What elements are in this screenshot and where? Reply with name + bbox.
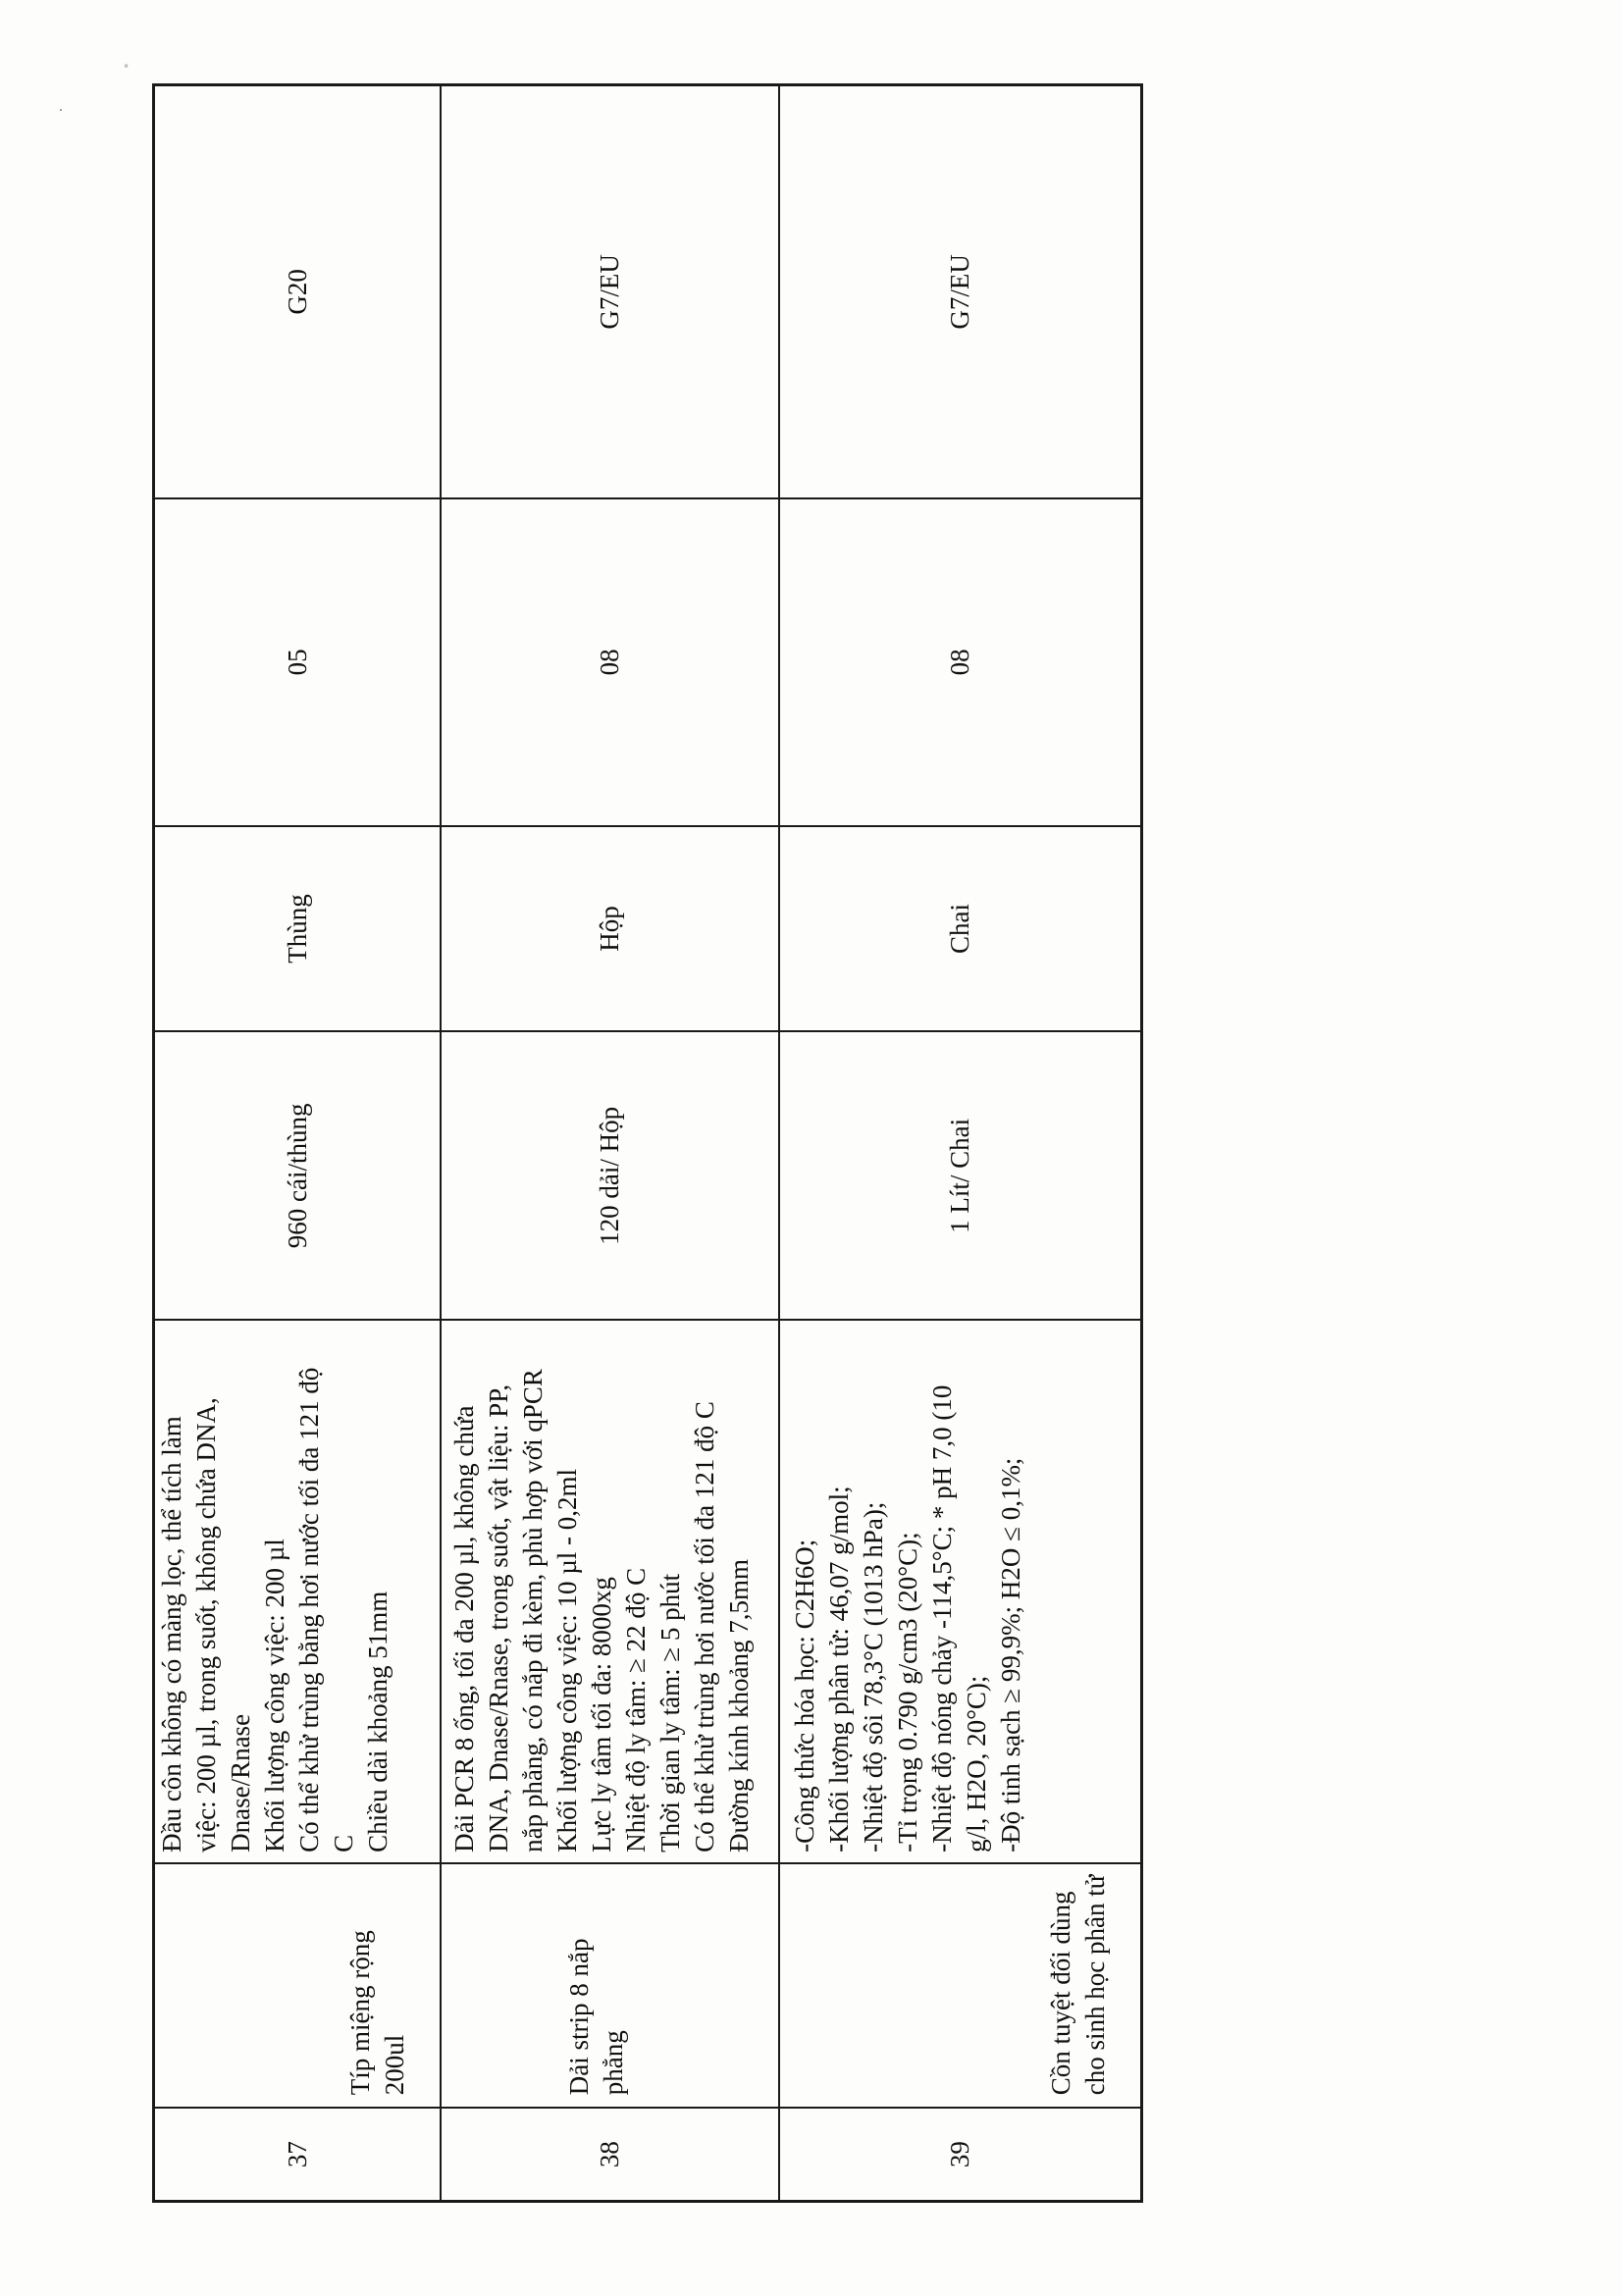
packing-spec: [155, 1030, 440, 1319]
quantity-text: 08: [945, 649, 974, 676]
row-number: [155, 2107, 440, 2200]
spec-line: -Độ tinh sạch ≥ 99,9%; H2O ≤ 0,1%;: [996, 1457, 1025, 1852]
spec-line: DNA, Dnase/Rnase, trong suốt, vật liệu: PP,: [484, 1383, 513, 1852]
origin-text: G20: [282, 269, 312, 315]
spec-line: Có thể khử trùng bằng hơi nước tối đa 121 độ: [294, 1367, 324, 1852]
quantity: [780, 497, 1140, 825]
unit: [155, 825, 440, 1030]
spec-line: Dnase/Rnase: [226, 1713, 255, 1852]
spec-line: việc: 200 µl, trong suốt, không chứa DNA,: [191, 1397, 221, 1852]
spec-line: g/l, H2O, 20°C);: [962, 1675, 991, 1852]
row-number-text: 37: [282, 2141, 312, 2168]
scan-speck: .: [59, 98, 63, 115]
origin-text: G7/EU: [595, 254, 624, 330]
spec-line: Khối lượng công việc: 10 µl - 0,2ml: [552, 1468, 582, 1852]
spec-line: Đường kính khoảng 7,5mm: [724, 1559, 754, 1852]
row-number: [780, 2107, 1140, 2200]
item-name: [442, 1862, 778, 2107]
item-name-text: Cồn tuyệt đối dùng cho sinh học phân tử: [1046, 1874, 1110, 2096]
quantity: [155, 497, 440, 825]
spec-line: Khối lượng công việc: 200 µl: [260, 1539, 289, 1852]
item-name-text: Típ miệng rộng 200ul: [345, 1930, 409, 2096]
spec-line: Đầu côn không có màng lọc, thể tích làm: [157, 1416, 186, 1852]
quantity: [442, 497, 778, 825]
origin: [155, 86, 440, 497]
spec-line: Chiều dài khoảng 51mm: [363, 1591, 393, 1852]
table-row: [780, 86, 1140, 2200]
origin-text: G7/EU: [945, 254, 974, 330]
item-name: [155, 1862, 440, 2107]
origin: [780, 86, 1140, 497]
unit: [780, 825, 1140, 1030]
packing-spec: [780, 1030, 1140, 1319]
spec-line: Dải PCR 8 ống, tối đa 200 µl, không chứa: [449, 1405, 479, 1852]
unit-text: Thùng: [282, 894, 312, 964]
spec-line: Thời gian ly tâm: ≥ 5 phút: [655, 1573, 685, 1852]
packing-spec: [442, 1030, 778, 1319]
spec-line: Lực ly tâm tối đa: 8000xg: [587, 1577, 616, 1852]
spec-line: nắp phẳng, có nắp đi kèm, phù hợp với qPCR: [518, 1369, 548, 1852]
packing-text: 1 Lít/ Chai: [945, 1118, 974, 1233]
scan-speck: ˚: [124, 63, 130, 79]
origin: [442, 86, 778, 497]
spec-line: -Tỉ trọng 0.790 g/cm3 (20°C);: [893, 1532, 922, 1852]
item-specification: [442, 1319, 778, 1861]
spec-line: -Nhiệt độ sôi 78,3°C (1013 hPa);: [859, 1501, 888, 1852]
spec-line: -Khối lượng phân tử: 46,07 g/mol;: [824, 1486, 854, 1852]
item-specification: [780, 1319, 1140, 1861]
supply-table: [152, 83, 1143, 2203]
spec-line: Nhiệt độ ly tâm: ≥ 22 độ C: [621, 1567, 651, 1852]
table-row: [155, 86, 442, 2200]
unit-text: Hộp: [595, 906, 624, 952]
row-number: [442, 2107, 778, 2200]
spec-line: -Công thức hóa học: C2H6O;: [790, 1539, 819, 1852]
unit: [442, 825, 778, 1030]
item-name-text: Dải strip 8 nắp phẳng: [563, 1938, 628, 2096]
unit-text: Chai: [945, 904, 974, 955]
row-number-text: 38: [595, 2141, 624, 2168]
quantity-text: 05: [282, 649, 312, 676]
packing-text: 120 dải/ Hộp: [595, 1106, 624, 1245]
item-specification: [155, 1319, 440, 1861]
row-number-text: 39: [945, 2141, 974, 2168]
spec-line: Có thể khử trùng hơi nước tối đa 121 độ C: [690, 1401, 719, 1852]
spec-line: C: [329, 1834, 358, 1852]
spec-line: -Nhiệt độ nóng chảy -114,5°C; * pH 7,0 (10: [927, 1384, 957, 1852]
table-row: [442, 86, 780, 2200]
item-name: [780, 1862, 1140, 2107]
quantity-text: 08: [595, 649, 624, 676]
packing-text: 960 cái/thùng: [282, 1103, 312, 1249]
